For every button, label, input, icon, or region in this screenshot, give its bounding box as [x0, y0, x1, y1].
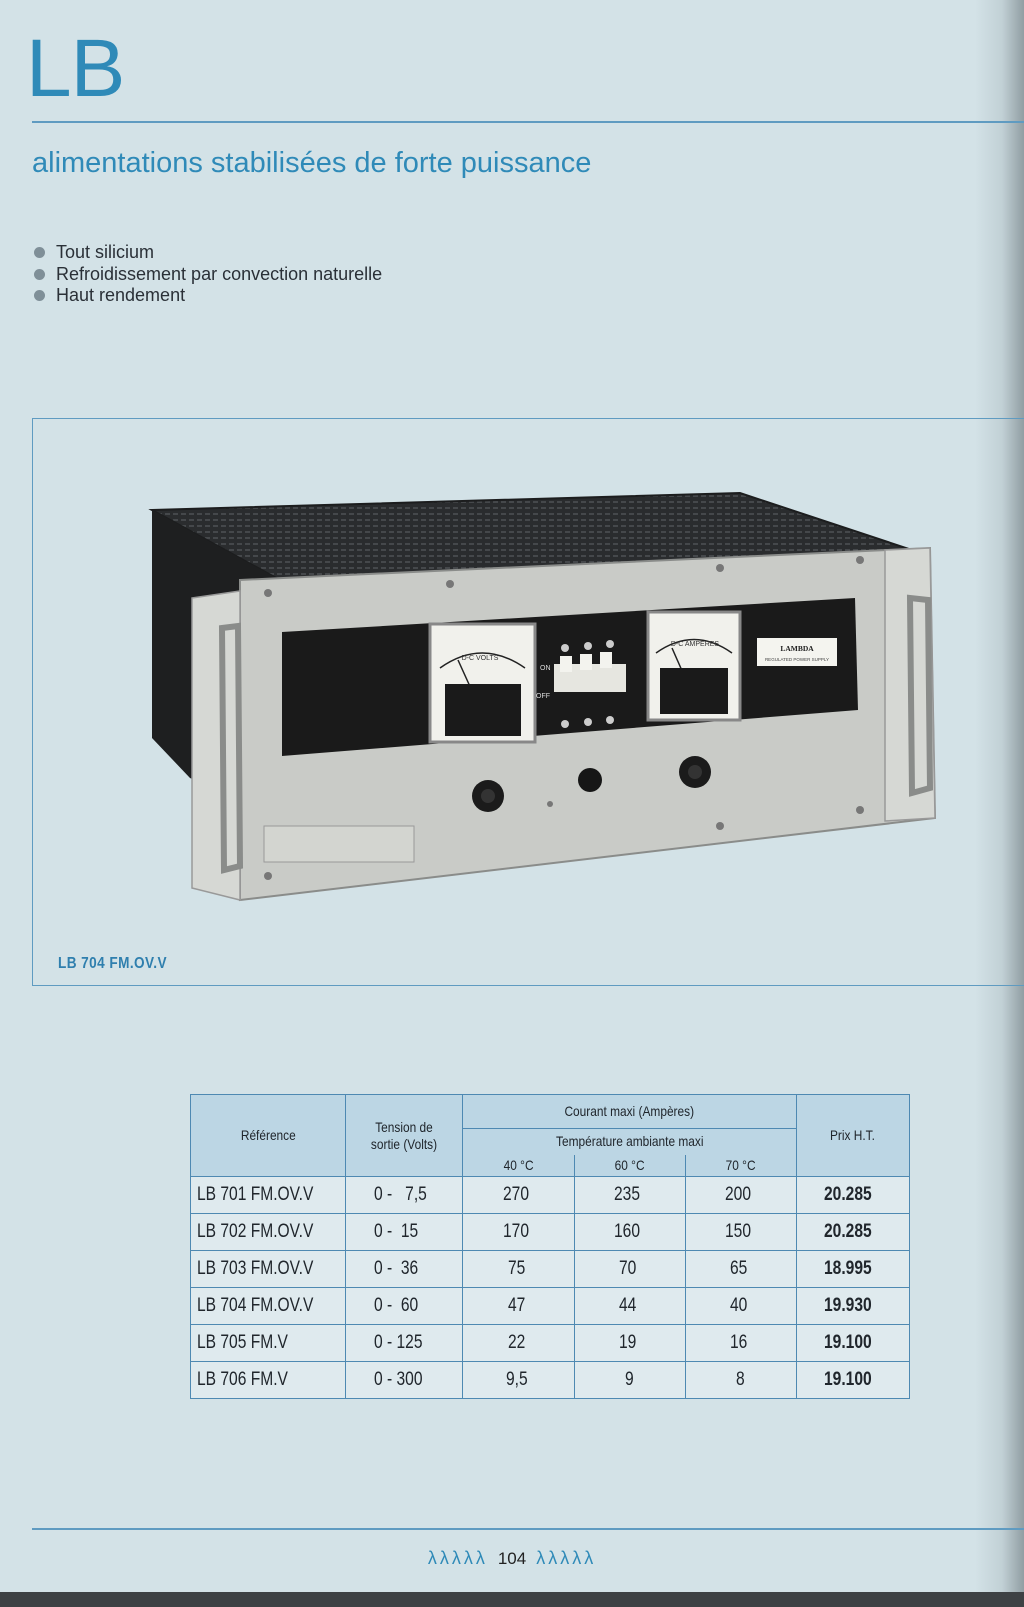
- feature-list: [34, 242, 382, 307]
- cell-tension: 0 - 15: [345, 1214, 463, 1251]
- feature-item: Refroidissement par convection naturelle: [34, 264, 382, 286]
- feature-item: Haut rendement: [34, 285, 382, 307]
- header-rule: [32, 121, 1024, 123]
- cell-amp-70: 65: [685, 1251, 796, 1288]
- lambda-ornament-right: λλλλλ: [536, 1548, 597, 1568]
- cell-price: 20.285: [796, 1214, 909, 1251]
- cell-amp-70: 8: [685, 1362, 796, 1399]
- voltage-knob: [472, 780, 504, 812]
- table-row: [191, 1214, 910, 1251]
- header-tension: Tension de sortie (Volts): [345, 1095, 463, 1177]
- footer-rule: [32, 1528, 1024, 1530]
- header-60c: 60 °C: [575, 1155, 686, 1177]
- cell-amp-60: 9: [575, 1362, 686, 1399]
- header-reference: Référence: [191, 1095, 346, 1177]
- bullet-icon: [34, 290, 45, 301]
- header-prix: Prix H.T.: [796, 1095, 909, 1177]
- switch-off-label: OFF: [536, 693, 550, 700]
- cell-amp-40: 47: [463, 1288, 575, 1325]
- table-row: [191, 1251, 910, 1288]
- cell-reference: LB 702 FM.OV.V: [191, 1214, 346, 1251]
- left-rack-ear: [192, 591, 240, 900]
- cell-amp-70: 16: [685, 1325, 796, 1362]
- header-40c: 40 °C: [463, 1155, 575, 1177]
- current-knob: [679, 756, 711, 788]
- cell-reference: LB 705 FM.V: [191, 1325, 346, 1362]
- cell-amp-40: 270: [463, 1177, 575, 1214]
- table-row: [191, 1288, 910, 1325]
- cell-reference: LB 706 FM.V: [191, 1362, 346, 1399]
- cell-tension: 0 - 300: [345, 1362, 463, 1399]
- cell-amp-70: 200: [685, 1177, 796, 1214]
- volts-meter: [430, 624, 535, 742]
- cell-tension: 0 - 36: [345, 1251, 463, 1288]
- scan-bottom-edge: [0, 1592, 1024, 1607]
- cell-amp-60: 19: [575, 1325, 686, 1362]
- volts-meter-label: D-C VOLTS: [461, 655, 499, 662]
- cell-price: 19.100: [796, 1325, 909, 1362]
- lambda-nameplate: [757, 638, 837, 666]
- cell-amp-70: 150: [685, 1214, 796, 1251]
- cell-price: 19.100: [796, 1362, 909, 1399]
- page-footer: [0, 1548, 1024, 1569]
- spec-table: [190, 1094, 910, 1399]
- header-70c: 70 °C: [685, 1155, 796, 1177]
- amps-meter-label: D-C AMPERES: [670, 641, 720, 648]
- switch-on-label: ON: [540, 665, 551, 672]
- table-row: [191, 1177, 910, 1214]
- page-number: 104: [497, 1549, 527, 1568]
- cell-amp-40: 9,5: [463, 1362, 575, 1399]
- page-subtitle: alimentations stabilisées de forte puissance: [32, 147, 592, 179]
- cell-amp-40: 22: [463, 1325, 575, 1362]
- brand-label: LAMBDA: [780, 644, 814, 653]
- header-courant: Courant maxi (Ampères): [463, 1095, 796, 1129]
- cell-reference: LB 704 FM.OV.V: [191, 1288, 346, 1325]
- indicator-lamp: [578, 768, 602, 792]
- cell-reference: LB 703 FM.OV.V: [191, 1251, 346, 1288]
- photo-caption: LB 704 FM.OV.V: [58, 955, 167, 972]
- cell-tension: 0 - 125: [345, 1325, 463, 1362]
- feature-item: Tout silicium: [34, 242, 382, 264]
- power-supply-photo: [140, 488, 960, 918]
- bullet-icon: [34, 269, 45, 280]
- brand-sub-label: REGULATED POWER SUPPLY: [764, 657, 830, 662]
- cell-tension: 0 - 60: [345, 1288, 463, 1325]
- cell-reference: LB 701 FM.OV.V: [191, 1177, 346, 1214]
- cell-amp-70: 40: [685, 1288, 796, 1325]
- cell-amp-60: 44: [575, 1288, 686, 1325]
- header-temperature: Température ambiante maxi: [463, 1129, 796, 1155]
- cell-amp-40: 170: [463, 1214, 575, 1251]
- cell-price: 20.285: [796, 1177, 909, 1214]
- cell-amp-40: 75: [463, 1251, 575, 1288]
- cell-price: 19.930: [796, 1288, 909, 1325]
- lambda-ornament-left: λλλλλ: [427, 1548, 488, 1568]
- table-row: [191, 1362, 910, 1399]
- series-logo: LB: [26, 23, 125, 114]
- bullet-icon: [34, 247, 45, 258]
- amps-meter: [648, 612, 740, 720]
- table-row: [191, 1325, 910, 1362]
- cell-amp-60: 160: [575, 1214, 686, 1251]
- cell-tension: 0 - 7,5: [345, 1177, 463, 1214]
- cell-price: 18.995: [796, 1251, 909, 1288]
- cell-amp-60: 70: [575, 1251, 686, 1288]
- cell-amp-60: 235: [575, 1177, 686, 1214]
